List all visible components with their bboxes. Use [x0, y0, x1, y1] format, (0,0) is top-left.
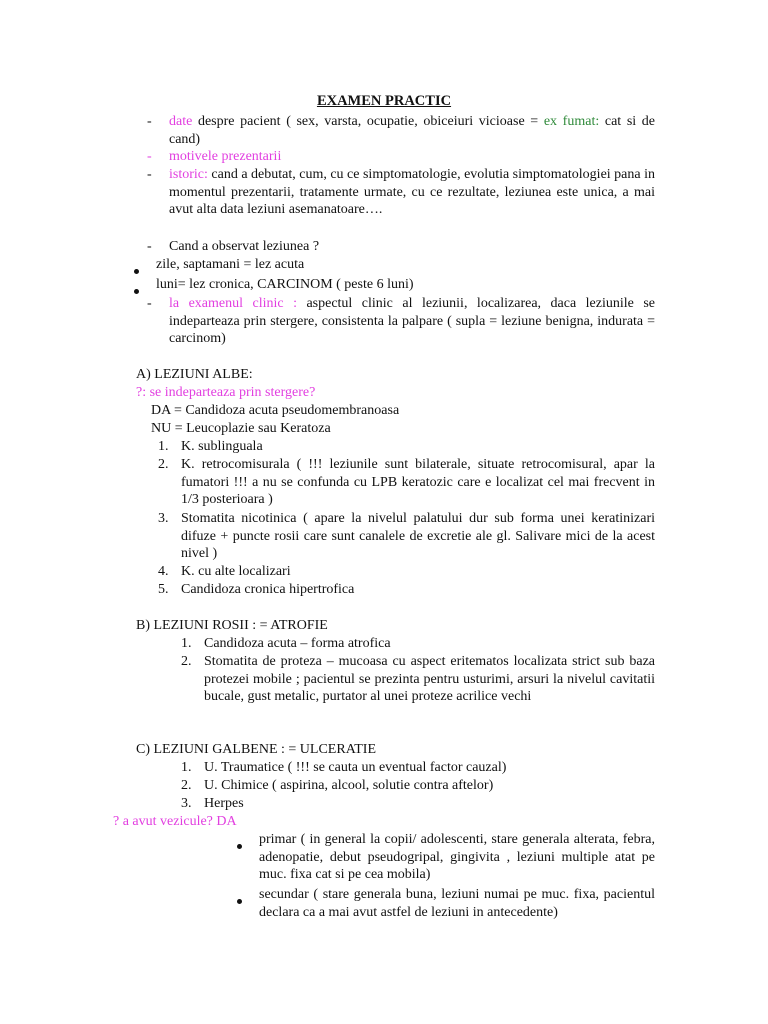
item-examen-clinic — [169, 295, 655, 348]
section-c-heading: C) LEZIUNI GALBENE : = ULCERATIE — [136, 742, 377, 757]
list-number: 2. — [158, 457, 169, 472]
bullet-dot — [134, 262, 139, 280]
list-item: Candidoza acuta – forma atrofica — [204, 636, 391, 651]
section-b-heading: B) LEZIUNI ROSII : = ATROFIE — [136, 618, 328, 633]
list-item: Herpes — [204, 796, 244, 811]
date-text-2: cat si de cand) — [169, 114, 656, 147]
istoric-text: cand a debutat, cum, cu ce simptomatologie, evolutia simptomatologiei pana in momentul prezentarii, tratamente urmate, cu ce rezultate, leziunea este unica, a mai avut alta data leziuni asemanatoare…. — [169, 167, 655, 217]
list-number: 1. — [181, 760, 192, 775]
list-number: 1. — [181, 636, 192, 651]
section-a-da: DA = Candidoza acuta pseudomembranoasa — [151, 403, 400, 418]
dash-marker: - — [147, 296, 152, 311]
bullet-dot — [237, 892, 242, 910]
dash-marker: - — [147, 167, 152, 182]
bullet-dot — [237, 837, 242, 855]
bullet-primar: primar ( in general la copii/ adolescenti, stare generala alterata, febra, adenopatie, debut pseudogripal, gingivita , leziuni multiple atat pe muc. fixa cat si pe cea mobila) — [259, 832, 655, 882]
examen-clinic-text: aspectul clinic al leziunii, localizarea, daca leziunile se indeparteaza prin stergere, consistenta la palpare ( supla = leziune benigna, indurata = carcinom) — [169, 296, 655, 346]
list-number: 3. — [181, 796, 192, 811]
date-text-1: despre pacient ( sex, varsta, ocupatie, obiceiuri vicioase = — [192, 114, 544, 129]
item-date — [169, 113, 655, 148]
section-a-nu: NU = Leucoplazie sau Keratoza — [151, 421, 331, 436]
list-item: Stomatita nicotinica ( apare la nivelul palatului dur sub forma unei keratinizari difuze + puncte rosii care sunt canalele de excretie ale gl. Salivare mici de la acest nivel ) — [181, 511, 655, 561]
list-item: U. Chimice ( aspirina, alcool, solutie contra aftelor) — [204, 778, 494, 793]
item-cand: Cand a observat leziunea ? — [169, 239, 320, 254]
list-number: 3. — [158, 511, 169, 526]
section-a-question: ?: se indeparteaza prin stergere? — [136, 385, 316, 400]
bullet-dot — [134, 282, 139, 300]
bullet-secundar: secundar ( stare generala buna, leziuni numai pe muc. fixa, pacientul declara ca a mai avut astfel de leziuni in antecedente) — [259, 887, 655, 920]
bullet-cronica: luni= lez cronica, CARCINOM ( peste 6 luni) — [156, 277, 414, 292]
dash-marker: - — [147, 149, 152, 164]
list-item: K. retrocomisurala ( !!! leziunile sunt bilaterale, situate retrocomisural, apar la fumatori !!! a nu se confunda cu LPB keratozic care e localizat cel mai frecvent in 1/3 posterioara ) — [181, 457, 655, 507]
item-motivele: motivele prezentarii — [169, 149, 282, 164]
bullet-acuta: zile, saptamani = lez acuta — [156, 257, 305, 272]
ex-fumat-label: ex fumat: — [543, 114, 600, 129]
list-item: U. Traumatice ( !!! se cauta un eventual factor cauzal) — [204, 760, 507, 775]
list-number: 1. — [158, 439, 169, 454]
page-title: EXAMEN PRACTIC — [316, 93, 452, 109]
examen-clinic-label: la examenul clinic : — [169, 296, 297, 311]
dash-marker: - — [147, 239, 152, 254]
istoric-label: istoric: — [169, 167, 208, 182]
list-item: K. cu alte localizari — [181, 564, 291, 579]
section-a-heading: A) LEZIUNI ALBE: — [136, 367, 253, 382]
dash-marker: - — [147, 114, 152, 129]
list-item: Candidoza cronica hipertrofica — [181, 582, 355, 597]
list-number: 2. — [181, 778, 192, 793]
list-item: Stomatita de proteza – mucoasa cu aspect eritematos localizata strict sub baza protezei mobile ; pacientul se prezinta pentru usturimi, arsuri la nivelul cavitatii bucale, gust metalic, purtator al unei proteze acrilice vechi — [204, 654, 655, 704]
section-c-question: ? a avut vezicule? DA — [113, 814, 237, 829]
item-istoric — [169, 166, 655, 219]
list-number: 5. — [158, 582, 169, 597]
list-number: 2. — [181, 654, 192, 669]
date-label: date — [169, 114, 193, 129]
list-number: 4. — [158, 564, 169, 579]
list-item: K. sublinguala — [181, 439, 263, 454]
